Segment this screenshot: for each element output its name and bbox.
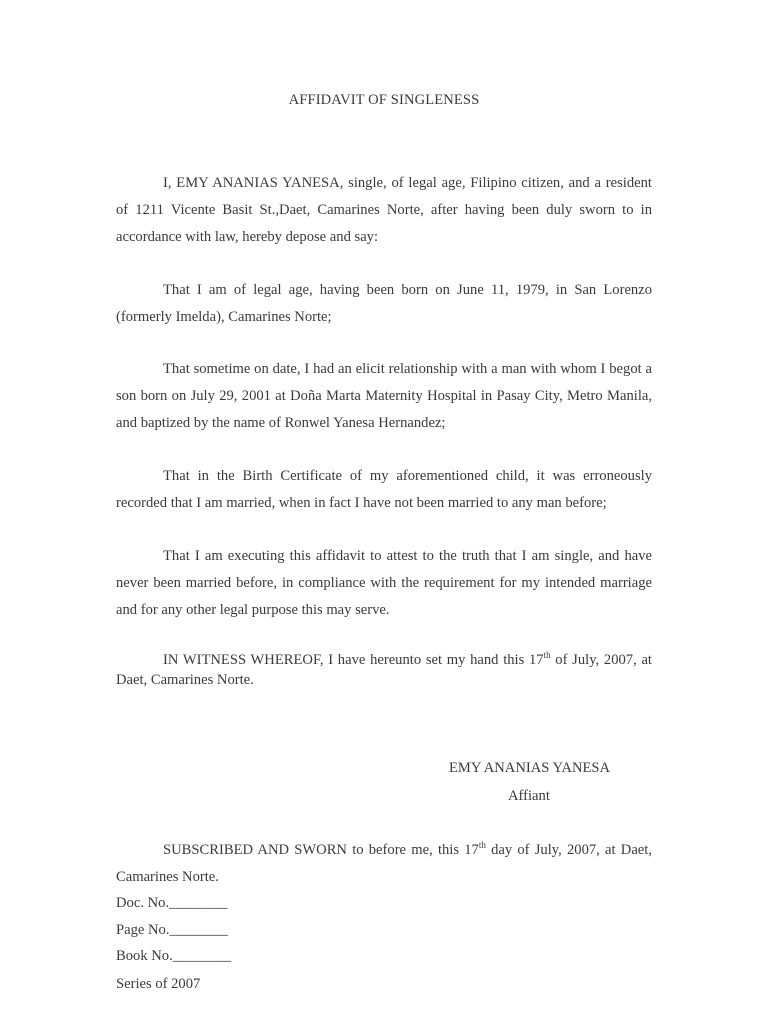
book-number-line: Book No.________ [116,948,232,964]
birth-paragraph: That I am of legal age, having been born on June 11, 1979, in San Lorenzo (formerly Imelda), Camarines Norte; [116,282,652,325]
birth-certificate-paragraph: That in the Birth Certificate of my aforementioned child, it was erroneously recorded that I am married, when in fact I have not been married to any man before; [116,468,652,511]
witness-text-before: IN WITNESS WHEREOF, I have hereunto set my hand this 17 [163,652,544,668]
page-number-line: Page No.________ [116,922,228,938]
subscribed-ordinal-suffix: th [478,840,486,851]
series-line: Series of 2007 [116,976,201,992]
intro-paragraph: I, EMY ANANIAS YANESA, single, of legal age, Filipino citizen, and a resident of 1211 Vicente Basit St.,Daet, Camarines Norte, after having been duly sworn to in accordance with law, hereby depose and say: [116,175,652,245]
doc-number-line: Doc. No.________ [116,895,228,911]
relationship-paragraph: That sometime on date, I had an elicit relationship with a man with whom I begot a son born on July 29, 2001 at Doña Marta Maternity Hospital in Pasay City, Metro Manila, and baptized by the name of Ronwel Yanesa Hernandez; [116,361,652,431]
witness-paragraph [116,650,652,690]
document-title: AFFIDAVIT OF SINGLENESS [288,92,480,108]
purpose-paragraph: That I am executing this affidavit to attest to the truth that I am single, and have never been married before, in compliance with the requirement for my intended marriage and for any other legal purpose this may serve. [116,548,652,618]
subscribed-paragraph [116,837,652,891]
witness-text-after: of July, 2007, at Daet, Camarines Norte. [116,652,652,688]
witness-ordinal-suffix: th [543,650,551,661]
affiant-name: EMY ANANIAS YANESA [449,760,611,776]
subscribed-text-after: day of July, 2007, at Daet, Camarines Norte. [116,842,652,885]
affiant-label: Affiant [508,788,550,804]
subscribed-text-before: SUBSCRIBED AND SWORN to before me, this 17 [163,842,479,858]
